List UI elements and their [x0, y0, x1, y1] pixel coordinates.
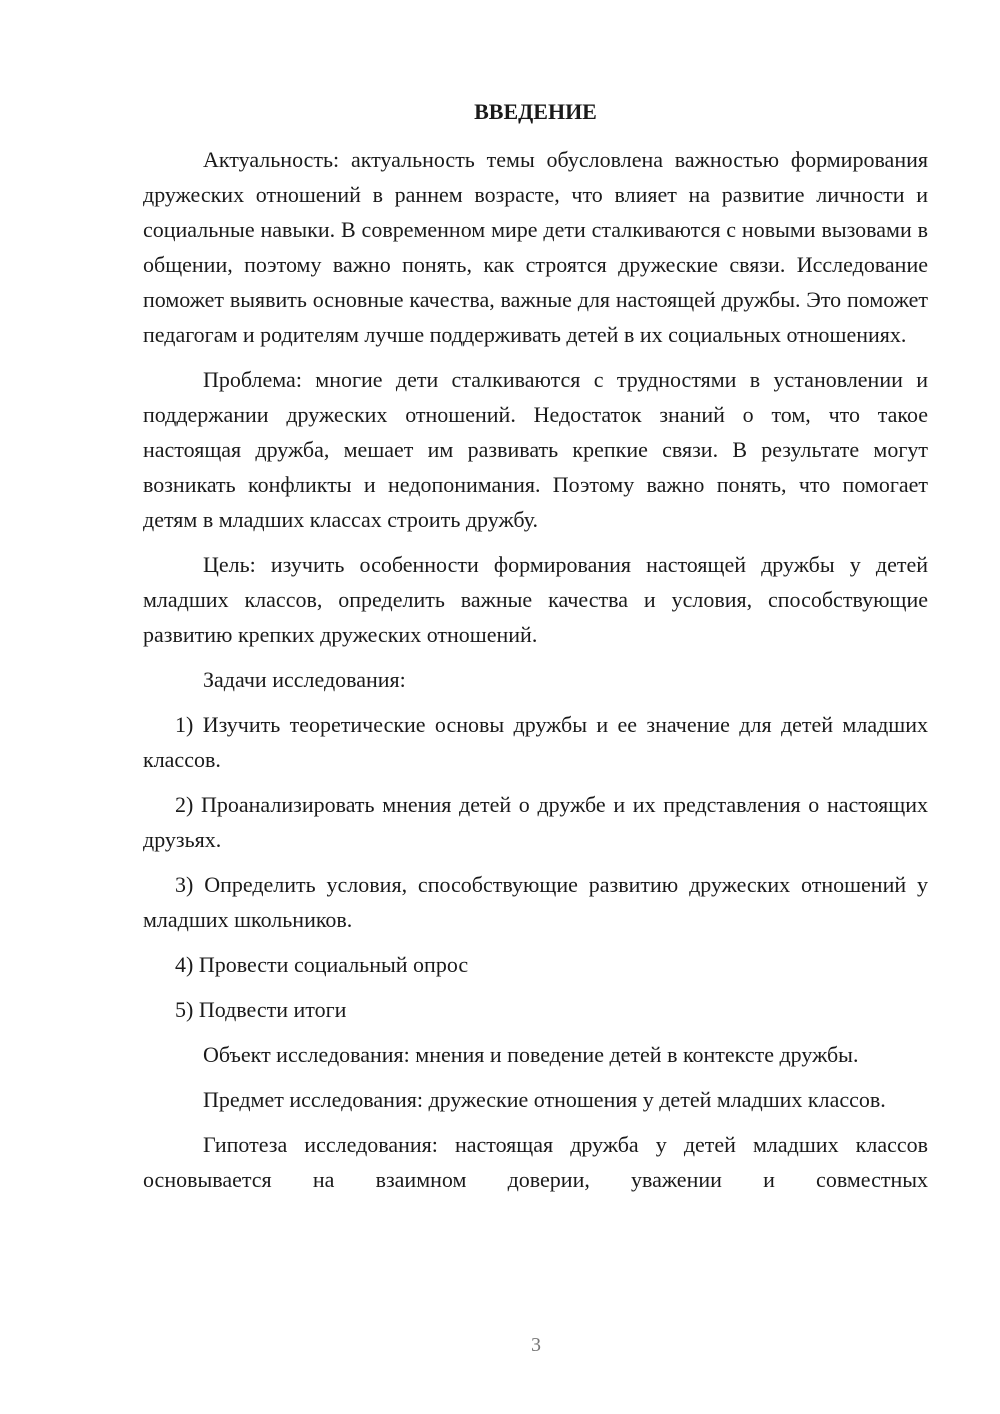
paragraph-object: Объект исследования: мнения и поведение детей в контексте дружбы. — [203, 1042, 859, 1067]
paragraph-goal: Цель: изучить особенности формирования настоящей дружбы у детей младших классов, определить важные качества и условия, способствующие развитию крепких дружеских отношений. — [143, 552, 928, 647]
document-page — [143, 94, 928, 1207]
paragraph-subject: Предмет исследования: дружеские отношения у детей младших классов. — [203, 1087, 886, 1112]
task-item-2: 2) Проанализировать мнения детей о дружбе и их представления о настоящих друзьях. — [143, 792, 928, 852]
task-item-4: 4) Провести социальный опрос — [175, 952, 469, 977]
tasks-heading: Задачи исследования: — [203, 667, 406, 692]
paragraph-problem: Проблема: многие дети сталкиваются с трудностями в установлении и поддержании дружеских отношений. Недостаток знаний о том, что такое настоящая дружба, мешает им развивать крепкие связи. В результате могут возникать конфликты и недопонимания. Поэтому важно понять, что помогает детям в младших классах строить дружбу. — [143, 367, 928, 532]
page-number: 3 — [531, 1334, 541, 1356]
paragraph-hypothesis: Гипотеза исследования: настоящая дружба у детей младших классов основывается на взаимном доверии, уважении и совместных — [143, 1132, 928, 1192]
task-item-3: 3) Определить условия, способствующие развитию дружеских отношений у младших школьников. — [143, 872, 928, 932]
task-item-1: 1) Изучить теоретические основы дружбы и ее значение для детей младших классов. — [143, 712, 928, 772]
task-item-5: 5) Подвести итоги — [175, 997, 347, 1022]
paragraph-relevance: Актуальность: актуальность темы обусловлена важностью формирования дружеских отношений в раннем возрасте, что влияет на развитие личности и социальные навыки. В современном мире дети сталкиваются с новыми вызовами в общении, поэтому важно понять, как строятся дружеские связи. Исследование поможет выявить основные качества, важные для настоящей дружбы. Это поможет педагогам и родителям лучше поддерживать детей в их социальных отношениях. — [143, 147, 928, 347]
page-title: ВВЕДЕНИЕ — [474, 99, 597, 124]
